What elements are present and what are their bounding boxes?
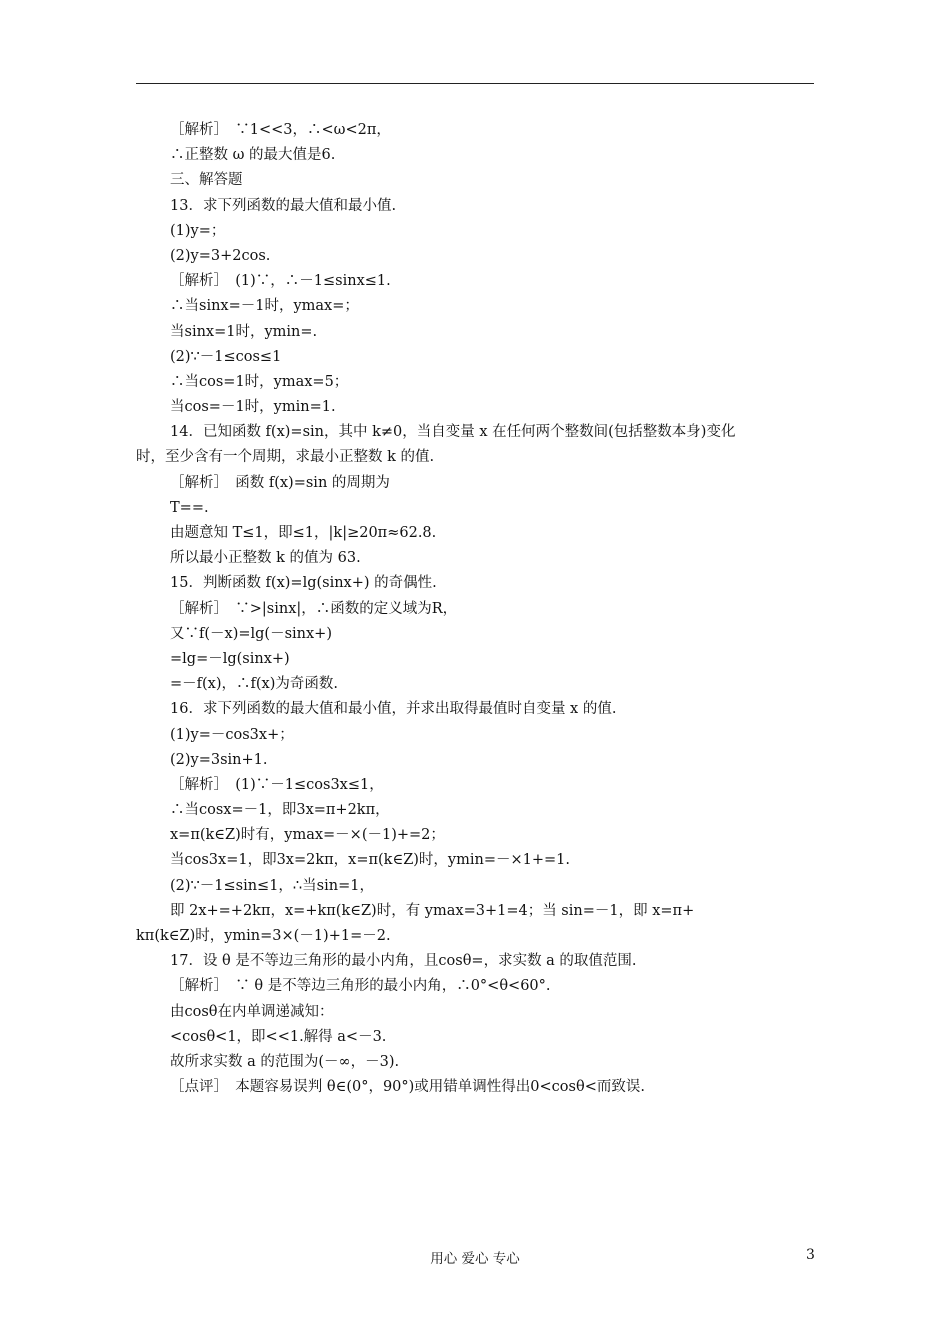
text-line: 故所求实数 a 的范围为(－∞，－3).: [170, 1053, 400, 1070]
text-line: kπ(k∈Z)时，ymin=3×(－1)+1=－2.: [136, 928, 391, 944]
footer-text: 用心 爱心 专心: [430, 1251, 520, 1267]
header-rule: [136, 83, 814, 84]
text-line: ［解析］ 函数 f(x)=sin 的周期为: [170, 474, 390, 491]
text-line: (2)∵－1≤cos≤1: [170, 348, 282, 365]
text-line: 当cos=－1时，ymin=1.: [170, 399, 336, 416]
text-line: T==.: [170, 499, 209, 516]
text-line: 16．求下列函数的最大值和最小值，并求出取得最值时自变量 x 的值.: [170, 701, 617, 718]
text-line: ［解析］ (1)∵，∴－1≤sinx≤1.: [170, 273, 391, 290]
page-number: 3: [806, 1247, 815, 1263]
text-line: 17．设 θ 是不等边三角形的最小内角，且cosθ=，求实数 a 的取值范围.: [170, 953, 637, 970]
text-line: ∴当sinx=－1时，ymax=；: [170, 298, 359, 315]
text-line: ［解析］ ∵>|sinx|，∴函数的定义域为R，: [170, 600, 458, 617]
text-line: ∴当cosx=－1，即3x=π+2kπ，: [170, 802, 390, 819]
text-line: ［解析］ ∵1<<3，∴<ω<2π，: [170, 122, 391, 138]
text-line: ［解析］ ∵ θ 是不等边三角形的最小内角，∴0°<θ<60°.: [170, 978, 551, 995]
text-line: x=π(k∈Z)时有，ymax=－×(－1)+=2；: [170, 827, 445, 844]
text-line: 13．求下列函数的最大值和最小值.: [170, 197, 397, 214]
text-line: 由题意知 T≤1，即≤1，|k|≥20π≈62.8.: [170, 525, 437, 541]
text-line: 14．已知函数 f(x)=sin，其中 k≠0，当自变量 x 在任何两个整数间(包括整数本身)变化: [170, 424, 736, 441]
text-line: ∴当cos=1时，ymax=5；: [170, 373, 349, 390]
text-line: 15．判断函数 f(x)=lg(sinx+) 的奇偶性.: [170, 575, 437, 592]
text-line: 当sinx=1时，ymin=.: [170, 323, 318, 340]
text-line: =lg=－lg(sinx+): [170, 650, 290, 667]
text-line: 由cosθ在内单调递减知：: [170, 1003, 334, 1020]
text-line: (2)∵－1≤sin≤1，∴当sin=1，: [170, 877, 374, 894]
document-body: [136, 118, 814, 1100]
text-line: ∴正整数 ω 的最大值是6.: [170, 147, 336, 164]
text-line: (2)y=3sin+1.: [170, 751, 268, 768]
text-line: 时，至少含有一个周期，求最小正整数 k 的值.: [136, 449, 435, 466]
text-line: <cosθ<1，即<<1.解得 a<－3.: [170, 1028, 387, 1045]
text-line: ［解析］ (1)∵－1≤cos3x≤1，: [170, 776, 384, 793]
text-line: 又∵f(－x)=lg(－sinx+): [170, 625, 332, 642]
text-line: =－f(x)，∴f(x)为奇函数.: [170, 676, 338, 693]
text-line: (2)y=3+2cos.: [170, 247, 271, 264]
text-line: 即 2x+=+2kπ，x=+kπ(k∈Z)时，有 ymax=3+1=4；当 sin=－1，即 x=π+: [170, 902, 695, 919]
text-line: ［点评］ 本题容易误判 θ∈(0°，90°)或用错单调性得出0<cosθ<而致误.: [170, 1079, 645, 1096]
text-line: 所以最小正整数 k 的值为 63.: [170, 550, 361, 567]
text-line: 当cos3x=1，即3x=2kπ，x=π(k∈Z)时，ymin=－×1+=1.: [170, 852, 571, 869]
text-line: 三、解答题: [170, 172, 243, 189]
text-line: (1)y=；: [170, 222, 226, 239]
text-line: (1)y=－cos3x+；: [170, 726, 294, 743]
